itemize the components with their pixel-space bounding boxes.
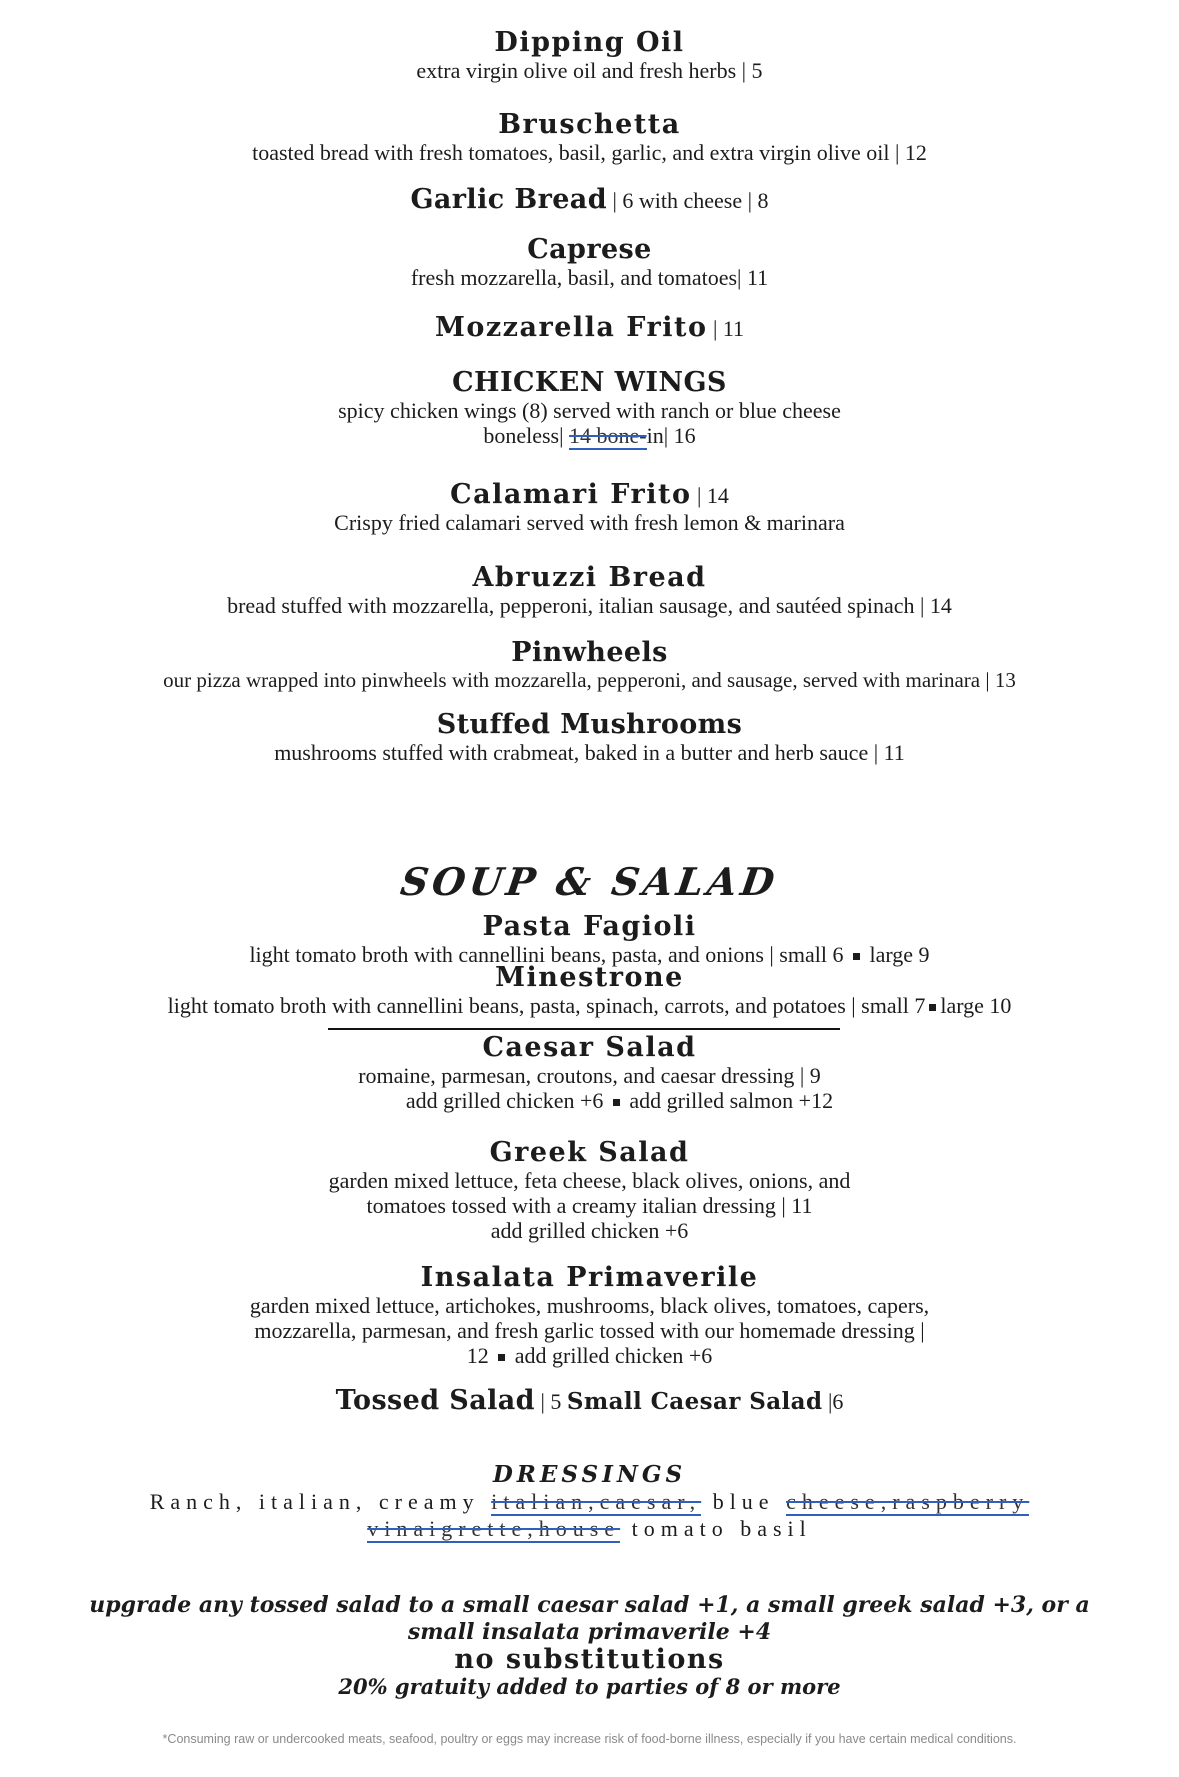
menu-item-calamari-frito xyxy=(0,480,1179,535)
no-substitutions xyxy=(0,1645,1179,1675)
item-description: bread stuffed with mozzarella, pepperoni, italian sausage, and sautéed spinach | 14 xyxy=(227,593,952,618)
section-title-soup-salad xyxy=(0,860,1179,904)
spellcheck-flagged-text: cheese,raspberry xyxy=(786,1489,1030,1514)
item-name: Mozzarella Frito xyxy=(434,312,708,343)
item-price-large: large 9 xyxy=(863,942,930,967)
menu-item-tossed-salad xyxy=(0,1386,1179,1417)
menu-item-caesar-salad xyxy=(0,1033,1179,1113)
item-description: romaine, parmesan, croutons, and caesar dressing | 9 xyxy=(358,1063,821,1088)
menu-item-pasta-fagioli xyxy=(0,912,1179,967)
item-description-line1: garden mixed lettuce, artichokes, mushrooms, black olives, tomatoes, capers, xyxy=(249,1293,930,1318)
menu-item-garlic-bread xyxy=(0,185,1179,215)
section-divider xyxy=(328,1028,840,1030)
item-price: | 14 xyxy=(691,483,729,508)
item-description: light tomato broth with cannellini beans, pasta, and onions | small 6 xyxy=(249,942,849,967)
item-description: Crispy fried calamari served with fresh lemon & marinara xyxy=(334,510,845,535)
item-name: Greek Salad xyxy=(489,1137,690,1168)
dressings-section xyxy=(0,1462,1179,1542)
item-add-on: add grilled chicken +6 xyxy=(509,1343,713,1368)
item-name: Pinwheels xyxy=(511,637,668,668)
item-description-line2: tomatoes tossed with a creamy italian dressing | 11 xyxy=(366,1193,813,1218)
upgrade-note-line2: small insalata primaverile +4 xyxy=(407,1619,772,1645)
item-name: CHICKEN WINGS xyxy=(452,367,727,398)
item-description: fresh mozzarella, basil, and tomatoes| 11 xyxy=(410,265,769,290)
menu-item-dipping-oil xyxy=(0,28,1179,83)
boneless-label: boneless| xyxy=(483,423,570,448)
bullet-square-icon xyxy=(613,1099,620,1106)
menu-item-abruzzi-bread xyxy=(0,563,1179,618)
menu-item-insalata-primaverile xyxy=(0,1263,1179,1368)
menu-item-pinwheels xyxy=(0,638,1179,693)
item-name: Garlic Bread xyxy=(410,184,607,215)
food-safety-disclaimer: *Consuming raw or undercooked meats, seafood, poultry or eggs may increase risk of food-borne illness, especially if you have certain medical conditions. xyxy=(162,1732,1017,1746)
menu-item-minestrone xyxy=(0,963,1179,1018)
add-on-salmon: add grilled salmon +12 xyxy=(623,1088,834,1113)
item-description-line2: mozzarella, parmesan, and fresh garlic tossed with our homemade dressing | xyxy=(254,1318,925,1343)
bullet-square-icon xyxy=(929,1004,936,1011)
upgrade-note xyxy=(0,1592,1179,1646)
item-price-large: large 10 xyxy=(940,993,1012,1018)
dressing-list-text: tomato basil xyxy=(620,1516,812,1541)
no-substitutions-text: no substitutions xyxy=(454,1644,725,1675)
menu-item-greek-salad xyxy=(0,1138,1179,1243)
item-price: 12 xyxy=(466,1343,495,1368)
item-name: Bruschetta xyxy=(498,109,681,140)
item-name: Insalata Primaverile xyxy=(420,1262,759,1293)
item-name: Dipping Oil xyxy=(494,27,685,58)
item-description: light tomato broth with cannellini beans, pasta, spinach, carrots, and potatoes | small 7 xyxy=(167,993,926,1018)
gratuity-note xyxy=(0,1674,1179,1700)
item-name: Stuffed Mushrooms xyxy=(436,709,743,740)
item-price: | 5 xyxy=(534,1389,567,1414)
dressings-heading: DRESSINGS xyxy=(492,1461,687,1488)
menu-item-bruschetta xyxy=(0,110,1179,165)
bullet-square-icon xyxy=(498,1354,505,1361)
item-name: Calamari Frito xyxy=(450,479,692,510)
item-price: | 6 with cheese | 8 xyxy=(606,188,769,213)
item-name: Caesar Salad xyxy=(482,1032,697,1063)
bullet-square-icon xyxy=(853,953,860,960)
menu-item-mozzarella-frito xyxy=(0,313,1179,343)
footnote xyxy=(0,1731,1179,1747)
small-caesar-price: |6 xyxy=(822,1389,844,1414)
item-name: Tossed Salad xyxy=(335,1385,535,1416)
upgrade-note-line1: upgrade any tossed salad to a small caesar salad +1, a small greek salad +3, or a xyxy=(89,1592,1090,1618)
bone-in-price: in| 16 xyxy=(646,423,696,448)
item-description: toasted bread with fresh tomatoes, basil, garlic, and extra virgin olive oil | 12 xyxy=(252,140,927,165)
menu-item-stuffed-mushrooms xyxy=(0,710,1179,765)
item-name: Caprese xyxy=(527,234,652,265)
dressing-list-text: blue xyxy=(701,1489,787,1514)
add-on-chicken: add grilled chicken +6 xyxy=(405,1088,609,1113)
gratuity-text: 20% gratuity added to parties of 8 or more xyxy=(338,1674,841,1699)
menu-item-caprese xyxy=(0,235,1179,290)
spellcheck-flagged-text: vinaigrette,house xyxy=(367,1516,621,1541)
item-description: spicy chicken wings (8) served with ranch or blue cheese xyxy=(338,398,841,423)
item-price-line xyxy=(0,423,1179,448)
item-name: Pasta Fagioli xyxy=(482,911,697,942)
item-description: mushrooms stuffed with crabmeat, baked in a butter and herb sauce | 11 xyxy=(274,740,905,765)
item-description-line1: garden mixed lettuce, feta cheese, black olives, onions, and xyxy=(328,1168,851,1193)
item-name: Abruzzi Bread xyxy=(472,562,707,593)
item-description: extra virgin olive oil and fresh herbs | 5 xyxy=(416,58,763,83)
item-price: | 11 xyxy=(707,316,745,341)
item-description: our pizza wrapped into pinwheels with mozzarella, pepperoni, and sausage, served with marinara | 13 xyxy=(163,668,1016,692)
section-heading: SOUP & SALAD xyxy=(397,859,782,904)
item-add-on: add grilled chicken +6 xyxy=(490,1218,689,1243)
spellcheck-flagged-text: italian,caesar, xyxy=(491,1489,702,1514)
spellcheck-flagged-text: 14 bone- xyxy=(569,423,647,448)
small-caesar-name: Small Caesar Salad xyxy=(566,1388,823,1415)
dressing-list-text: Ranch, italian, creamy xyxy=(149,1489,492,1514)
menu-item-chicken-wings xyxy=(0,368,1179,448)
item-name: Minestrone xyxy=(495,962,684,993)
